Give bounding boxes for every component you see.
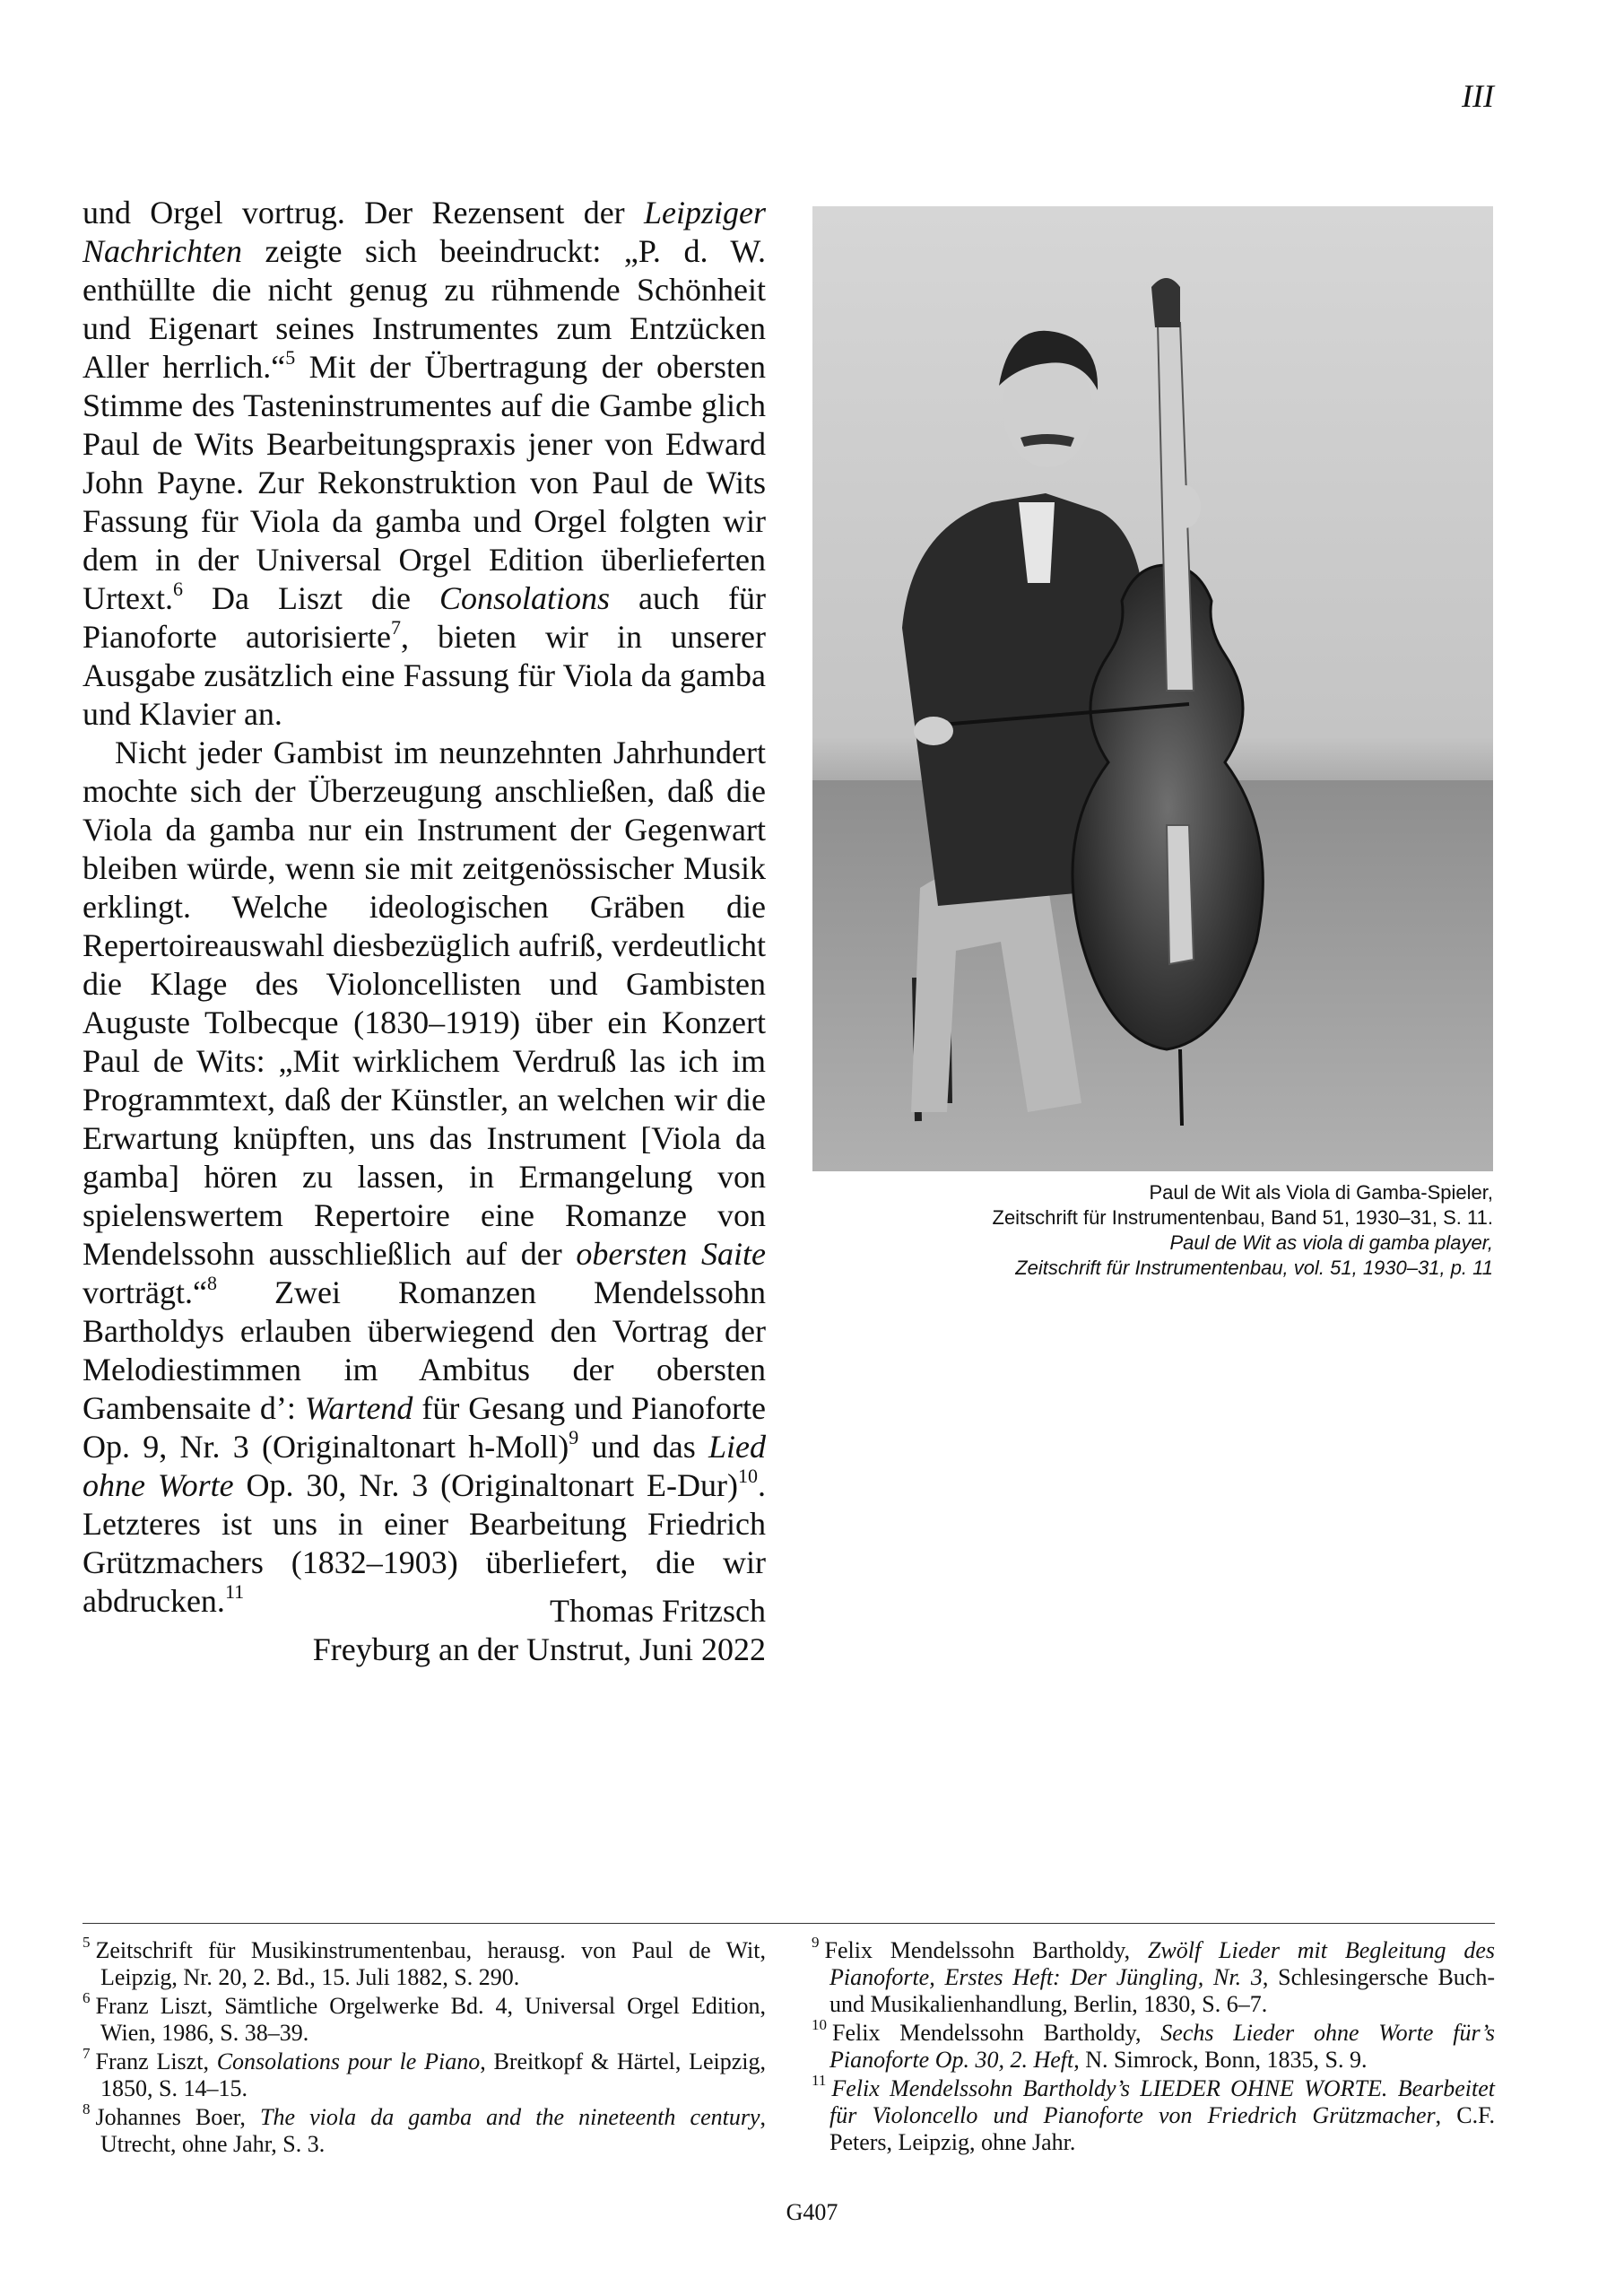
text-run: . Letzteres ist uns in einer Bearbeitung Friedrich Grützmachers (1832–1903) überliefert, die wir abdrucken. (83, 1467, 766, 1619)
italic-text: obersten Saite (576, 1236, 766, 1272)
photo-caption (812, 1180, 1493, 1281)
main-text (83, 194, 766, 1621)
footnote-ref: 9 (569, 1426, 579, 1448)
text-run: , bieten wir in unserer Ausgabe zusätzlich eine Fassung für Viola da gamba und Klavier an. (83, 619, 766, 732)
page-code: G407 (786, 2199, 838, 2225)
text-run: Felix Mendelssohn Bartholdy, (824, 1937, 1148, 1963)
footnote-ref: 11 (224, 1580, 245, 1603)
italic-text: Wartend (304, 1390, 413, 1426)
italic-text: Sechs Lieder ohne Worte für’s Pianoforte Op. 30, 2. Heft (829, 2020, 1495, 2073)
text-run: und Orgel vortrug. Der Rezensent der (83, 195, 644, 230)
italic-text: Leipziger Nachrichten (83, 195, 766, 269)
italic-text: Consolations (439, 580, 611, 616)
text-run: für Gesang und Pianoforte Op. 9, Nr. 3 (Originaltonart h-Moll) (83, 1390, 766, 1465)
text-run: Da Liszt die (182, 580, 439, 616)
footnote-number: 10 (812, 2016, 827, 2034)
footnote-number: 11 (812, 2072, 827, 2090)
italic-text: Consolations pour le Piano (216, 2048, 481, 2074)
text-run: Nicht jeder Gambist im neunzehnten Jahrhundert mochte sich der Überzeugung anschließen, daß die Viola da gamba nur ein Instrument der Gegenwart bleiben würde, wenn sie mit zeitgenössischer Musik erklingt. Welche ideologischen Gräben die Repertoireauswahl diesbezüglich aufriß, verdeutlicht die Klage des Violoncellisten und Gambisten Auguste Tolbecque (1830–1919) über ein Konzert Paul de Wits: „Mit wirklichem Verdruß las ich im Programmtext, daß der Künstler, an welchen wir die Erwartung knüpften, uns das Instrument [Viola da gamba] hören zu lassen, in Ermangelung von spielenswertem Repertoire eine Romanze von Mendelssohn ausschließlich auf der (83, 735, 766, 1272)
caption-en-line1: Paul de Wit as viola di gamba player, (1169, 1231, 1493, 1254)
page-number: III (1462, 78, 1494, 114)
footnotes-left (83, 1934, 766, 2160)
footnote (83, 1934, 766, 1991)
caption-de-line1: Paul de Wit als Viola di Gamba-Spieler, (1149, 1181, 1493, 1204)
text-run: , N. Simrock, Bonn, 1835, S. 9. (1073, 2047, 1368, 2073)
footnote (812, 2072, 1495, 2156)
footnote-number: 9 (812, 1934, 820, 1952)
footnote-ref: 6 (172, 578, 183, 600)
footnote-ref: 5 (285, 346, 296, 369)
author-name: Thomas Fritzsch (550, 1593, 766, 1629)
text-run: Franz Liszt, (95, 2048, 217, 2074)
text-run: , Breitkopf & Härtel, Leipzig, 1850, S. 14–15. (100, 2048, 766, 2101)
signature-block (83, 1592, 766, 1669)
italic-text: The viola da gamba and the nineteenth century (260, 2104, 760, 2130)
caption-de-line2: Zeitschrift für Instrumentenbau, Band 51, 1930–31, S. 11. (992, 1206, 1493, 1229)
text-run: auch für Pianoforte autorisierte (83, 580, 766, 655)
footnote-divider (83, 1923, 1495, 1924)
paragraph-2 (83, 734, 766, 1621)
text-run: , Schlesingersche Buch- und Musikalienhandlung, Berlin, 1830, S. 6–7. (829, 1964, 1495, 2017)
italic-text: Felix Mendelssohn Bartholdy’s LIEDER OHNE WORTE. Bearbeitet für Violoncello und Pianoforte von Friedrich Grützmacher (829, 2075, 1495, 2128)
footnote (83, 1989, 766, 2047)
footnote-number: 7 (83, 2045, 91, 2063)
text-run: Zwei Romanzen Mendelssohn Bartholdys erlauben überwiegend den Vortrag der Melodiestimmen im Ambitus der obersten Gambensaite d’: (83, 1274, 766, 1426)
text-run: zeigte sich beeindruckt: „P. d. W. enthüllte die nicht genug zu rühmende Schönheit und Eigenart seines Instrumentes zum Entzücken Aller herrlich.“ (83, 233, 766, 385)
text-run: Franz Liszt, Sämtliche Orgelwerke Bd. 4, Universal Orgel Edition, Wien, 1986, S. 38–39. (95, 1993, 766, 2046)
text-run: , Utrecht, ohne Jahr, S. 3. (100, 2104, 766, 2157)
footnote-ref: 7 (390, 616, 401, 639)
footnote (83, 2045, 766, 2102)
portrait-photo (812, 206, 1493, 1171)
footnote-ref: 8 (206, 1272, 217, 1294)
footnote-number: 5 (83, 1934, 91, 1952)
text-run: und das (578, 1429, 708, 1465)
italic-text: Lied ohne Worte (83, 1429, 766, 1503)
footnotes-right (812, 1934, 1495, 2158)
footnote-number: 8 (83, 2100, 91, 2118)
italic-text: Zwölf Lieder mit Begleitung des Pianoforte, Erstes Heft: Der Jüngling, Nr. 3 (829, 1937, 1495, 1990)
footnote-ref: 10 (738, 1465, 758, 1487)
text-run: Felix Mendelssohn Bartholdy, (832, 2020, 1161, 2046)
caption-en-line2: Zeitschrift für Instrumentenbau, vol. 51, 1930–31, p. 11 (1015, 1257, 1493, 1279)
text-run: , C.F. Peters, Leipzig, ohne Jahr. (829, 2102, 1495, 2155)
text-run: Mit der Übertragung der obersten Stimme des Tasteninstrumentes auf die Gambe glich Paul de Wits Bearbeitungspraxis jener von Edward John Payne. Zur Rekonstruktion von Paul de Wits Fassung für Viola da gamba und Orgel folgten wir dem in der Universal Orgel Edition überlieferten Urtext. (83, 349, 766, 616)
text-run: Op. 30, Nr. 3 (Originaltonart E-Dur) (233, 1467, 738, 1503)
text-run: vorträgt.“ (83, 1274, 207, 1310)
footnote (83, 2100, 766, 2158)
place-date: Freyburg an der Unstrut, Juni 2022 (312, 1631, 766, 1667)
footnote (812, 2016, 1495, 2074)
text-run: Johannes Boer, (95, 2104, 261, 2130)
paragraph-1 (83, 194, 766, 734)
footnote (812, 1934, 1495, 2018)
footnote-number: 6 (83, 1989, 91, 2007)
text-run: Zeitschrift für Musikinstrumentenbau, herausg. von Paul de Wit, Leipzig, Nr. 20, 2. Bd., 15. Juli 1882, S. 290. (95, 1937, 766, 1990)
